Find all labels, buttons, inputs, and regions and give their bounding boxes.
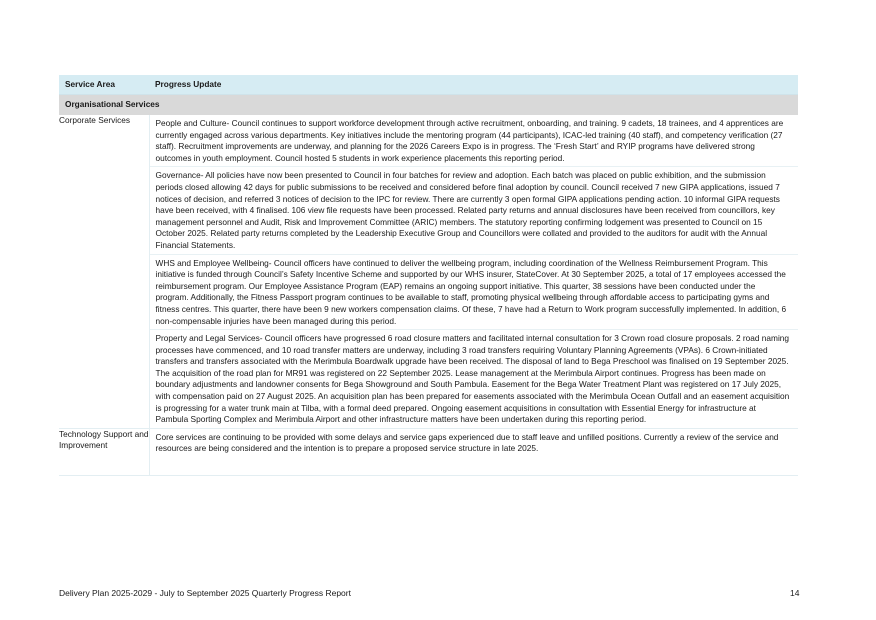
section-title: Organisational Services [59,95,798,116]
footer-report-title: Delivery Plan 2025-2029 - July to September 2025 Quarterly Progress Report [59,588,351,598]
progress-update-cell [149,428,798,475]
footer-page-number: 14 [790,588,800,598]
update-governance: Governance- All policies have now been presented to Council in four batches for review and adoption. Each batch was placed on public exhibition, and the submission periods closed allowing 42 days for public submissions to be received and considered before final adoption by council. Council received 7 new GIPA applications, issued 7 notices of decision, and referred 3 notices of decision to the IPC for review. There are currently 3 open formal GIPA applications pending action. 10 informal GIPA requests have been received, with 4 finalised. 106 view file requests have been processed. Related party returns and annual disclosures have been received from councillors, key management personnel and Audit, Risk and Improvement Committee (ARIC) members. The statutory reporting confirming lodgement was presented to Council on 15 October 2025. Related party returns completed by the Leadership Executive Group and Councillors were collated and provided to the auditors for audit with the Annual Financial Statements. [150,167,799,254]
service-area-technology: Technology Support and Improvement [59,428,149,475]
section-row [59,95,798,116]
header-progress-update: Progress Update [149,75,798,95]
progress-update-cell [149,115,798,428]
update-people-culture: People and Culture- Council continues to support workforce development through active recruitment, onboarding, and training. 9 cadets, 18 trainees, and 4 apprentices are currently engaged across various departments. Key initiatives include the mentoring program (44 participants), ICAC-led training (40 staff), and competency verification (27 staff). Recruitment improvements are underway, and planning for the 2026 Careers Expo is in progress. The ‘Fresh Start’ and RYIP programs have delivered strong outcomes in youth employment. Council hosted 5 students in work experience placements this reporting period. [150,115,799,167]
table-row [59,115,798,428]
header-service-area: Service Area [59,75,149,95]
table-header-row [59,75,798,95]
table-row [59,428,798,475]
update-technology: Core services are continuing to be provided with some delays and service gaps experienced due to staff leave and unfilled positions. Currently a review of the service and resources are being considered and the intention is to prepare a proposed service structure in late 2025. [155,431,779,454]
update-property-legal: Property and Legal Services- Council officers have progressed 6 road closure matters and facilitated internal consultation for 3 Crown road closure proposals. 2 road naming processes have commenced, and 10 road transfer matters are underway, including 3 road transfers requiring Voluntary Planning Agreements (VPAs). 6 Crown-initiated transfers and transfers associated with the Merimbula Boardwalk upgrade have been received. The disposal of land to Bega Preschool was finalised on 19 September 2025. The acquisition of the road plan for MR91 was registered on 22 September 2025. Lease management at the Merimbula Airport continues. Progress has been made on boundary adjustments and landowner consents for Bega Showground and South Pambula. Easement for the Bega Water Treatment Plant was registered on 17 July 2025, with compensation paid on 27 August 2025. An acquisition plan has been prepared for easements associated with the Merimbula Ocean Outfall and an easement acquisition is progressing for a water trunk main at Tilba, with a formal deed prepared. Ongoing easement acquisitions in consultation with Essential Energy for infrastructure at Pambula Sporting Complex and Merimbula Airport and other infrastructure matters have been undertaken during this reporting period. [155,333,790,425]
progress-table [59,75,798,476]
update-whs-wellbeing: WHS and Employee Wellbeing- Council officers have continued to deliver the wellbeing program, including coordination of the Wellness Reimbursement Program. This initiative is funded through Council’s Safety Incentive Scheme and supported by our WHS insurer, StateCover. At 30 September 2025, a total of 17 employees accessed the reimbursement program. Our Employee Assistance Program (EAP) remains an ongoing support initiative. This quarter, 38 sessions have been conducted under the program. Additionally, the Fitness Passport program continues to be available to staff, promoting physical wellbeing through affordable access to participating gyms and fitness centres. This quarter, there have been 9 new workers compensation claims. Of these, 7 have had a Return to Work program successfully implemented. In addition, 6 non-compensable injuries have been managed during this period. [150,255,799,331]
service-area-corporate: Corporate Services [59,115,149,428]
